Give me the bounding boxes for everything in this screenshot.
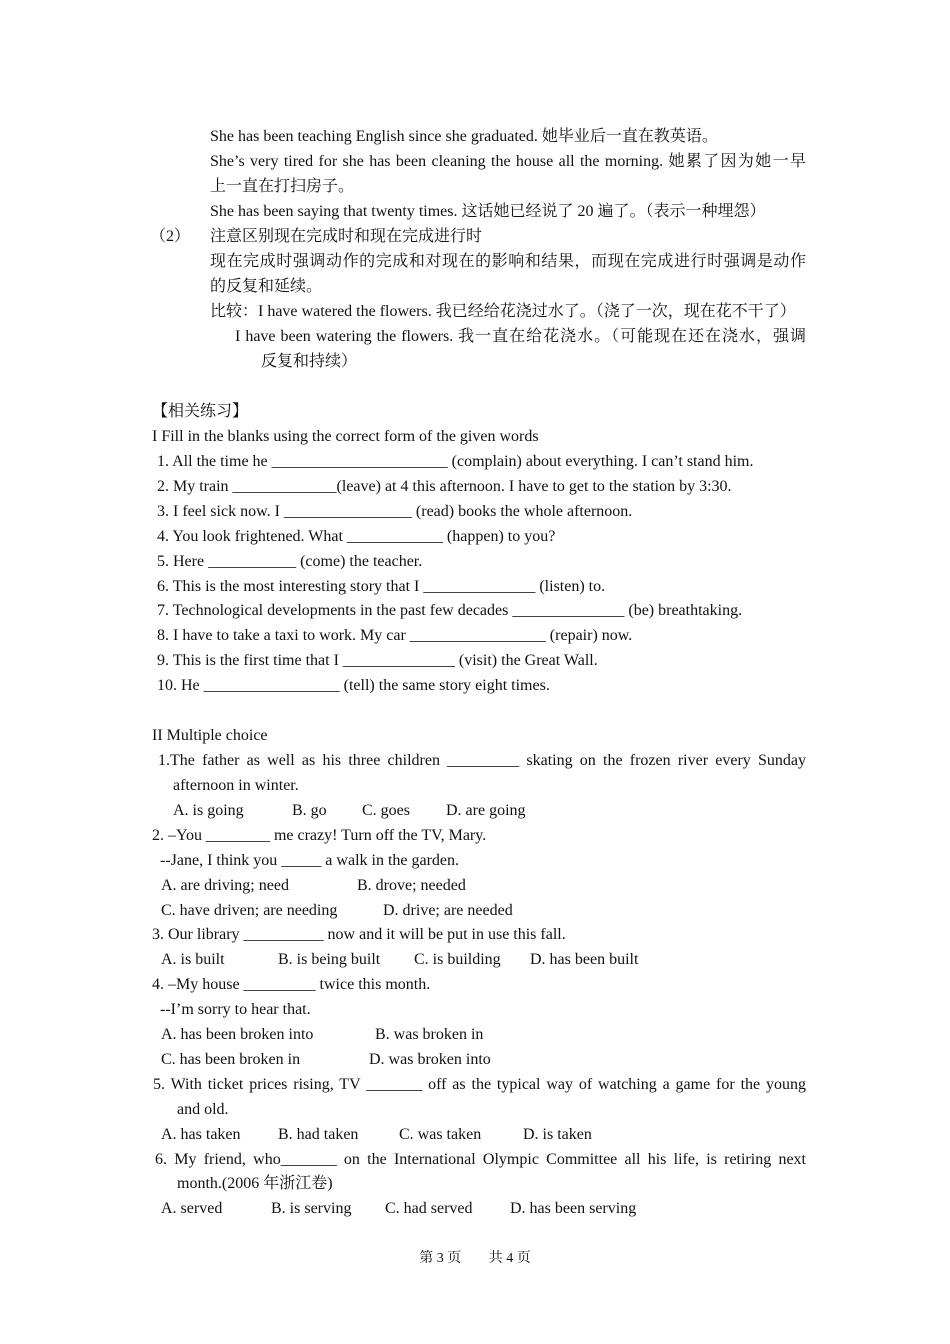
mc-question-4: 4. –My house _________ twice this month. [152, 976, 431, 993]
page-number: 第 3 页 [419, 1251, 462, 1266]
mc-question-3: 3. Our library __________ now and it will be put in use this fall. [152, 926, 566, 943]
mc-question-1-cont: afternoon in winter. [173, 777, 299, 794]
option-d: D. are going [446, 802, 526, 819]
option-a: A. is built [161, 951, 225, 968]
option-d: D. has been serving [510, 1200, 637, 1217]
option-c: C. has been broken in [161, 1051, 301, 1068]
example-sentence-2: She’s very tired for she has been cleaning the house all the morning. 她累了因为她一早 [210, 153, 806, 170]
option-d: D. drive; are needed [383, 902, 513, 919]
option-c: C. had served [385, 1200, 473, 1217]
practice-heading: 【相关练习】 [152, 403, 249, 420]
fill-question-2: 2. My train _____________(leave) at 4 this afternoon. I have to get to the station by 3:30. [157, 478, 732, 495]
option-a: A. are driving; need [161, 877, 289, 894]
point-title: 注意区别现在完成时和现在完成进行时 [210, 228, 483, 245]
mc-question-2-cont: --Jane, I think you _____ a walk in the garden. [160, 852, 460, 869]
point-body: 现在完成时强调动作的完成和对现在的影响和结果，而现在完成进行时强调是动作 [210, 253, 806, 270]
comparison-1: 比较：I have watered the flowers. 我已经给花浇过水了。（浇了一次，现在花不干了） [210, 303, 796, 320]
mc-question-5-cont: and old. [177, 1101, 229, 1118]
comparison-2-cont: 反复和持续） [261, 353, 358, 370]
option-a: A. has taken [161, 1126, 241, 1143]
option-c: C. is building [414, 951, 501, 968]
option-b: B. is serving [271, 1200, 352, 1217]
fill-question-1: 1. All the time he ______________________ (complain) about everything. I can’t stand him. [157, 453, 754, 470]
option-c: C. was taken [399, 1126, 482, 1143]
option-a: A. is going [173, 802, 244, 819]
section-2-title: II Multiple choice [152, 727, 268, 744]
point-number: （2） [150, 228, 191, 245]
comparison-2: I have been watering the flowers. 我一直在给花浇水。（可能现在还在浇水，强调 [235, 328, 806, 345]
option-a: A. served [161, 1200, 223, 1217]
fill-question-9: 9. This is the first time that I ______________ (visit) the Great Wall. [157, 652, 598, 669]
mc-question-1: 1.The father as well as his three children _________ skating on the frozen river every Sunday [158, 752, 806, 769]
example-sentence-2-cont: 上一直在打扫房子。 [210, 178, 355, 195]
example-sentence-1: She has been teaching English since she graduated. 她毕业后一直在教英语。 [210, 128, 718, 145]
option-d: D. has been built [530, 951, 639, 968]
option-a: A. has been broken into [161, 1026, 314, 1043]
fill-question-10: 10. He _________________ (tell) the same story eight times. [157, 677, 550, 694]
fill-question-3: 3. I feel sick now. I ________________ (read) books the whole afternoon. [157, 503, 633, 520]
mc-question-5: 5. With ticket prices rising, TV _______ off as the typical way of watching a game for the young [153, 1076, 806, 1093]
fill-question-7: 7. Technological developments in the past few decades ______________ (be) breathtaking. [157, 602, 743, 619]
option-c: C. have driven; are needing [161, 902, 338, 919]
option-c: C. goes [362, 802, 410, 819]
mc-question-6: 6. My friend, who_______ on the International Olympic Committee all his life, is retiring next [155, 1151, 806, 1168]
fill-question-4: 4. You look frightened. What ____________ (happen) to you? [157, 528, 556, 545]
option-b: B. drove; needed [357, 877, 466, 894]
option-d: D. is taken [523, 1126, 592, 1143]
fill-question-5: 5. Here ___________ (come) the teacher. [157, 553, 423, 570]
page-footer [0, 1247, 950, 1267]
point-body-cont: 的反复和延续。 [210, 278, 323, 295]
fill-question-8: 8. I have to take a taxi to work. My car _________________ (repair) now. [157, 627, 633, 644]
example-sentence-3: She has been saying that twenty times. 这话她已经说了 20 遍了。（表示一种埋怨） [210, 203, 766, 220]
option-b: B. is being built [278, 951, 381, 968]
fill-question-6: 6. This is the most interesting story that I ______________ (listen) to. [157, 578, 606, 595]
mc-question-4-cont: --I’m sorry to hear that. [160, 1001, 311, 1018]
mc-question-6-cont: month.(2006 年浙江卷) [177, 1175, 333, 1192]
option-b: B. had taken [278, 1126, 359, 1143]
option-b: B. go [292, 802, 327, 819]
option-b: B. was broken in [375, 1026, 484, 1043]
page-total: 共 4 页 [488, 1251, 531, 1266]
mc-question-2: 2. –You ________ me crazy! Turn off the TV, Mary. [152, 827, 487, 844]
option-d: D. was broken into [369, 1051, 491, 1068]
section-1-title: I Fill in the blanks using the correct form of the given words [152, 428, 539, 445]
